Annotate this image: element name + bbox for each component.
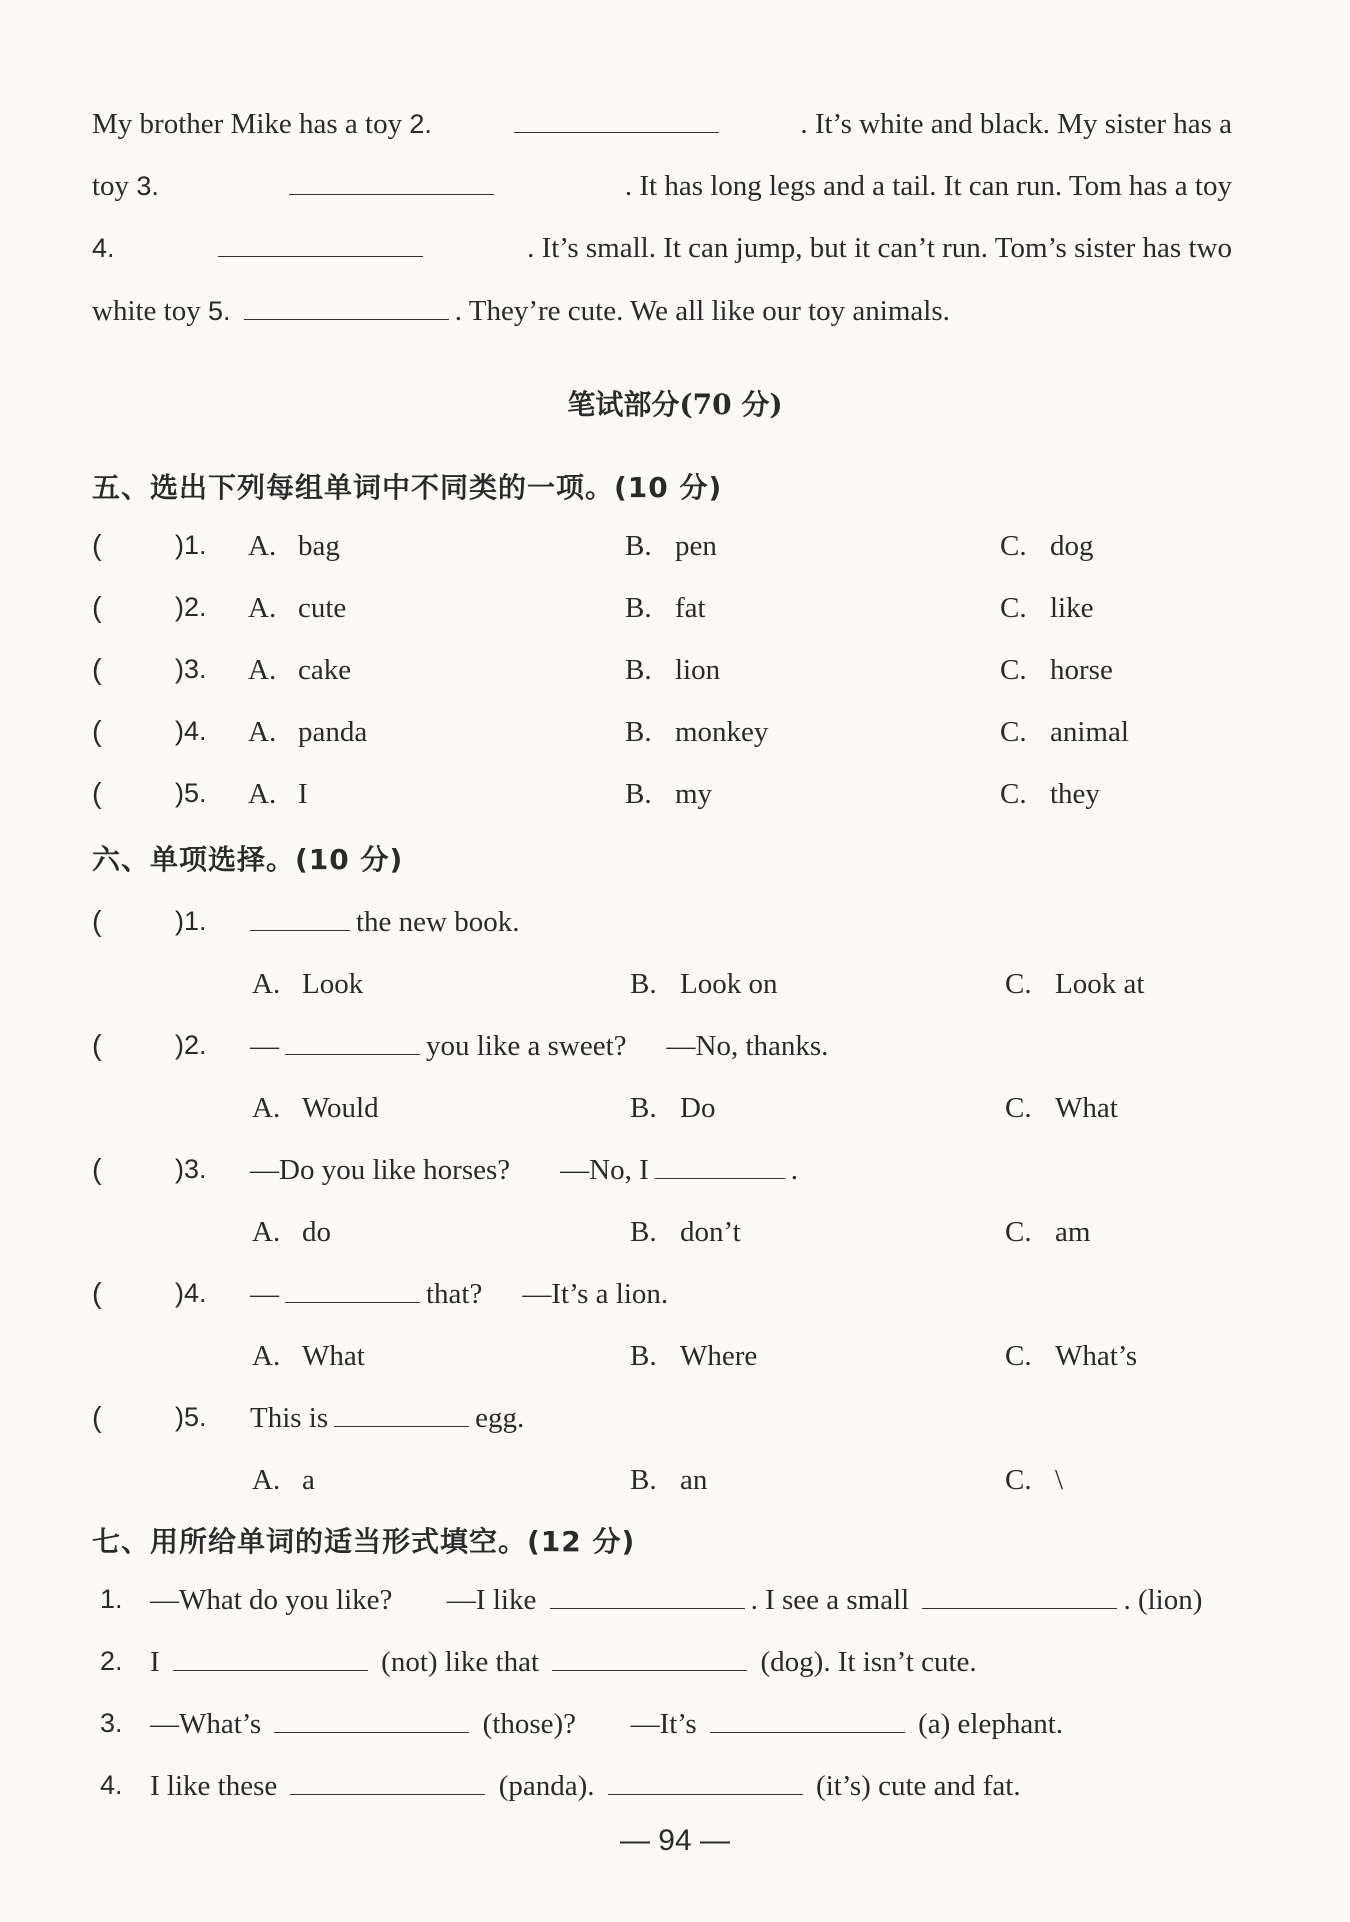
- option-b: B. Do: [630, 1092, 716, 1124]
- answer-paren[interactable]: (: [92, 906, 102, 938]
- question-number: )5.: [175, 1402, 207, 1432]
- fill-text: —It’s: [630, 1708, 697, 1740]
- answer-blank[interactable]: [922, 1607, 1117, 1609]
- fill-item-3: [150, 1708, 1063, 1741]
- fill-text: (not) like that: [381, 1646, 540, 1678]
- fill-text: (panda).: [498, 1770, 595, 1802]
- option-c: C. am: [1005, 1216, 1091, 1248]
- section-7-title: 七、用所给单词的适当形式填空。(12 分): [92, 1525, 636, 1558]
- answer-blank[interactable]: [274, 1731, 469, 1733]
- fill-item-number: 1.: [100, 1584, 123, 1614]
- answer-blank[interactable]: [289, 193, 494, 195]
- answer-blank[interactable]: [334, 1425, 469, 1427]
- answer-paren[interactable]: (: [92, 530, 102, 562]
- question-number: )5.: [175, 778, 207, 808]
- passage-line-1: [92, 108, 1232, 141]
- fill-text: —What’s: [150, 1708, 262, 1740]
- question-stem: — you like a sweet? —No, thanks.: [250, 1030, 829, 1062]
- option-b: B. Where: [630, 1340, 758, 1372]
- answer-paren[interactable]: (: [92, 592, 102, 624]
- fill-text: (those)?: [482, 1708, 577, 1740]
- passage-line-4: [92, 295, 1232, 328]
- option-b: B. fat: [625, 592, 706, 624]
- section-6-title: 六、单项选择。(10 分): [92, 843, 404, 876]
- fill-item-2: [150, 1646, 977, 1679]
- question-number: )2.: [175, 592, 207, 622]
- passage-text: . It’s small. It can jump, but it can’t run. Tom’s sister has two: [527, 232, 1232, 264]
- option-c: C. they: [1000, 778, 1100, 810]
- fill-text: I like these: [150, 1770, 278, 1802]
- answer-paren[interactable]: (: [92, 778, 102, 810]
- blank-number: 5.: [208, 296, 231, 326]
- question-number: )3.: [175, 654, 207, 684]
- passage-text: . It’s white and black. My sister has a: [800, 108, 1232, 140]
- answer-paren[interactable]: (: [92, 1278, 102, 1310]
- question-number: )4.: [175, 1278, 207, 1308]
- answer-blank[interactable]: [514, 131, 719, 133]
- blank-number: 2.: [409, 109, 432, 139]
- answer-blank[interactable]: [285, 1301, 420, 1303]
- fill-text: (a) elephant.: [918, 1708, 1064, 1740]
- option-a: A. What: [252, 1340, 365, 1372]
- question-number: )2.: [175, 1030, 207, 1060]
- answer-blank[interactable]: [550, 1607, 745, 1609]
- option-a: A. panda: [248, 716, 368, 748]
- option-c: C. What’s: [1005, 1340, 1138, 1372]
- fill-text: —I like: [446, 1584, 537, 1616]
- answer-paren[interactable]: (: [92, 654, 102, 686]
- answer-blank[interactable]: [552, 1669, 747, 1671]
- fill-item-4: [150, 1770, 1021, 1803]
- question-number: )1.: [175, 530, 207, 560]
- fill-item-number: 4.: [100, 1770, 123, 1800]
- option-c: C. \: [1005, 1464, 1064, 1496]
- fill-text: —What do you like?: [150, 1584, 393, 1616]
- fill-text: (dog). It isn’t cute.: [760, 1646, 977, 1678]
- option-b: B. an: [630, 1464, 708, 1496]
- option-a: A. cake: [248, 654, 352, 686]
- passage-text: My brother Mike has a toy: [92, 108, 403, 140]
- fill-text: I: [150, 1646, 160, 1678]
- page-number: — 94 —: [619, 1824, 731, 1857]
- question-number: )4.: [175, 716, 207, 746]
- option-a: A. cute: [248, 592, 347, 624]
- fill-item-1: [150, 1584, 1202, 1617]
- option-a: A. Look: [252, 968, 364, 1000]
- passage-text: white toy: [92, 295, 201, 327]
- option-c: C. dog: [1000, 530, 1094, 562]
- answer-paren[interactable]: (: [92, 716, 102, 748]
- question-stem: — that? —It’s a lion.: [250, 1278, 669, 1310]
- option-a: A. a: [252, 1464, 315, 1496]
- passage-text: . It has long legs and a tail. It can run. Tom has a toy: [624, 170, 1232, 202]
- option-c: C. horse: [1000, 654, 1113, 686]
- section-5-title: 五、选出下列每组单词中不同类的一项。(10 分): [92, 471, 723, 504]
- fill-text: . I see a small: [750, 1584, 910, 1616]
- answer-blank[interactable]: [218, 255, 423, 257]
- blank-number: 3.: [136, 171, 159, 201]
- passage-line-3: [92, 232, 1232, 265]
- passage-line-2: [92, 170, 1232, 203]
- answer-blank[interactable]: [250, 929, 350, 931]
- option-c: C. Look at: [1005, 968, 1145, 1000]
- answer-blank[interactable]: [710, 1731, 905, 1733]
- answer-blank[interactable]: [285, 1053, 420, 1055]
- question-number: )3.: [175, 1154, 207, 1184]
- option-b: B. don’t: [630, 1216, 741, 1248]
- option-b: B. lion: [625, 654, 721, 686]
- option-b: B. Look on: [630, 968, 778, 1000]
- option-b: B. my: [625, 778, 713, 810]
- answer-paren[interactable]: (: [92, 1154, 102, 1186]
- option-a: A. I: [248, 778, 308, 810]
- option-a: A. do: [252, 1216, 331, 1248]
- passage-text: . They’re cute. We all like our toy animals.: [454, 295, 950, 327]
- answer-blank[interactable]: [173, 1669, 368, 1671]
- fill-text: (it’s) cute and fat.: [816, 1770, 1021, 1802]
- answer-blank[interactable]: [290, 1793, 485, 1795]
- fill-item-number: 2.: [100, 1646, 123, 1676]
- option-a: A. Would: [252, 1092, 379, 1124]
- fill-item-number: 3.: [100, 1708, 123, 1738]
- blank-number: 4.: [92, 233, 115, 263]
- answer-blank[interactable]: [608, 1793, 803, 1795]
- option-b: B. pen: [625, 530, 717, 562]
- question-stem: the new book.: [250, 906, 520, 939]
- question-stem: This is egg.: [250, 1402, 525, 1434]
- question-number: )1.: [175, 906, 207, 936]
- written-section-heading: 笔试部分(70 分): [567, 388, 783, 421]
- option-c: C. like: [1000, 592, 1094, 624]
- answer-blank[interactable]: [244, 318, 449, 320]
- question-stem: —Do you like horses? —No, I .: [250, 1154, 799, 1186]
- answer-blank[interactable]: [655, 1177, 785, 1179]
- option-c: C. animal: [1000, 716, 1129, 748]
- answer-paren[interactable]: (: [92, 1030, 102, 1062]
- answer-paren[interactable]: (: [92, 1402, 102, 1434]
- fill-text: . (lion): [1123, 1584, 1203, 1616]
- passage-text: toy: [92, 170, 130, 202]
- option-c: C. What: [1005, 1092, 1118, 1124]
- option-b: B. monkey: [625, 716, 769, 748]
- option-a: A. bag: [248, 530, 340, 562]
